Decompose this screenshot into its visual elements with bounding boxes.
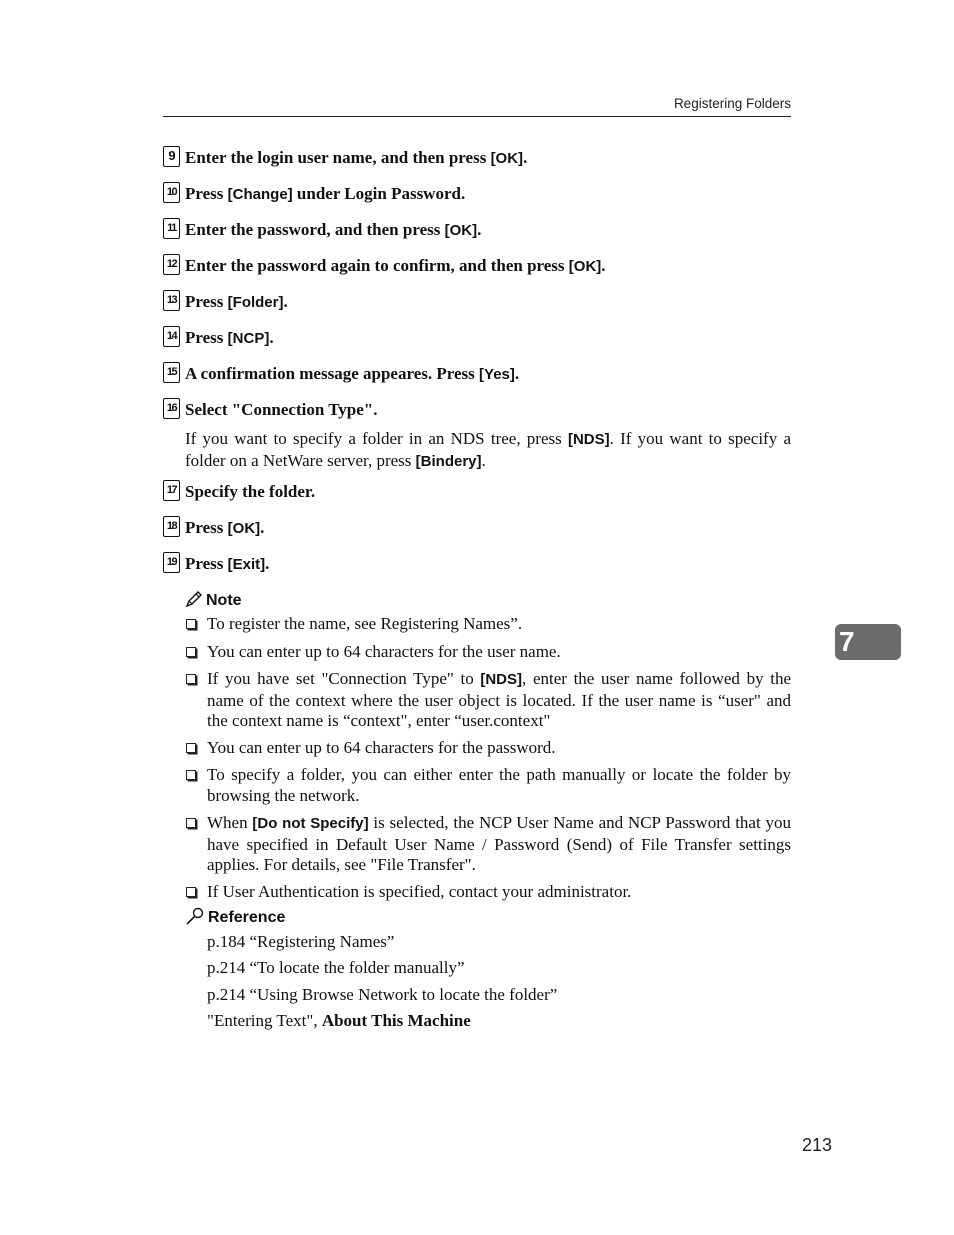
step-text: Enter the password again to confirm, and then press [OK]. <box>185 256 606 275</box>
header-title: Registering Folders <box>673 96 791 111</box>
step-number: 14 <box>163 326 180 347</box>
checkbox-icon <box>186 647 196 657</box>
page-number: 213 <box>802 1135 833 1155</box>
list-item: If User Authentication is specified, contact your administrator. <box>185 882 791 904</box>
checkbox-icon <box>186 887 196 897</box>
step-text: Press [NCP]. <box>185 328 274 347</box>
checkbox-icon <box>186 743 196 753</box>
page-header <box>163 94 791 117</box>
checkbox-icon <box>186 770 196 780</box>
magnifier-icon <box>185 907 205 925</box>
step-number: 15 <box>163 362 180 383</box>
step-number: 10 <box>163 182 180 203</box>
reference-list <box>207 932 557 1037</box>
step-text: Press [OK]. <box>185 518 265 537</box>
step-number: 17 <box>163 480 180 501</box>
reference-heading: Reference <box>185 907 285 927</box>
checkbox-icon <box>186 619 196 629</box>
step-text: Press [Change] under Login Password. <box>185 184 466 203</box>
checkbox-icon <box>186 674 196 684</box>
step-text: Press [Exit]. <box>185 554 270 573</box>
checkbox-icon <box>186 818 196 828</box>
step-16-body: If you want to specify a folder in an NDS tree, press [NDS]. If you want to specify a folder on a NetWare server, press [Bindery]. <box>185 429 791 470</box>
reference-item: p.214 “To locate the folder manually” <box>207 958 465 978</box>
chapter-tab: 7 <box>835 624 901 660</box>
step-number: 16 <box>163 398 180 419</box>
step-text: Select "Connection Type". <box>185 400 378 419</box>
step-number: 18 <box>163 516 180 537</box>
reference-item: p.214 “Using Browse Network to locate the folder” <box>207 984 558 1004</box>
reference-item: p.184 “Registering Names” <box>207 932 395 951</box>
step-number: 9 <box>163 146 180 167</box>
pencil-icon <box>185 590 203 608</box>
step-text: Press [Folder]. <box>185 292 288 311</box>
step-text: Specify the folder. <box>185 482 316 501</box>
list-item: To specify a folder, you can either enter the path manually or locate the folder by browsing the network. <box>185 765 791 807</box>
step-text: Enter the password, and then press [OK]. <box>185 220 482 239</box>
list-item: You can enter up to 64 characters for the password. <box>185 738 791 760</box>
step-number: 13 <box>163 290 180 311</box>
list-item: If you have set "Connection Type" to [NDS], enter the user name followed by the name of the context where the user object is located. If the user name is “user" and the context name is “context", enter “user.context" <box>185 669 791 732</box>
step-number: 12 <box>163 254 180 275</box>
step-text: Enter the login user name, and then press [OK]. <box>185 148 528 167</box>
step-text: A confirmation message appeares. Press [Yes]. <box>185 364 520 383</box>
step-number: 19 <box>163 552 180 573</box>
list-item: You can enter up to 64 characters for the user name. <box>185 642 791 664</box>
reference-item: "Entering Text", About This Machine <box>207 1010 471 1030</box>
step-number: 11 <box>163 218 180 239</box>
list-item: When [Do not Specify] is selected, the NCP User Name and NCP Password that you have specified in Default User Name / Password (Send) of File Transfer settings applies. For details, see "File Transfer". <box>185 813 791 876</box>
note-heading: Note <box>185 590 242 610</box>
note-list <box>185 614 791 909</box>
list-item: To register the name, see Registering Names”. <box>185 614 791 636</box>
